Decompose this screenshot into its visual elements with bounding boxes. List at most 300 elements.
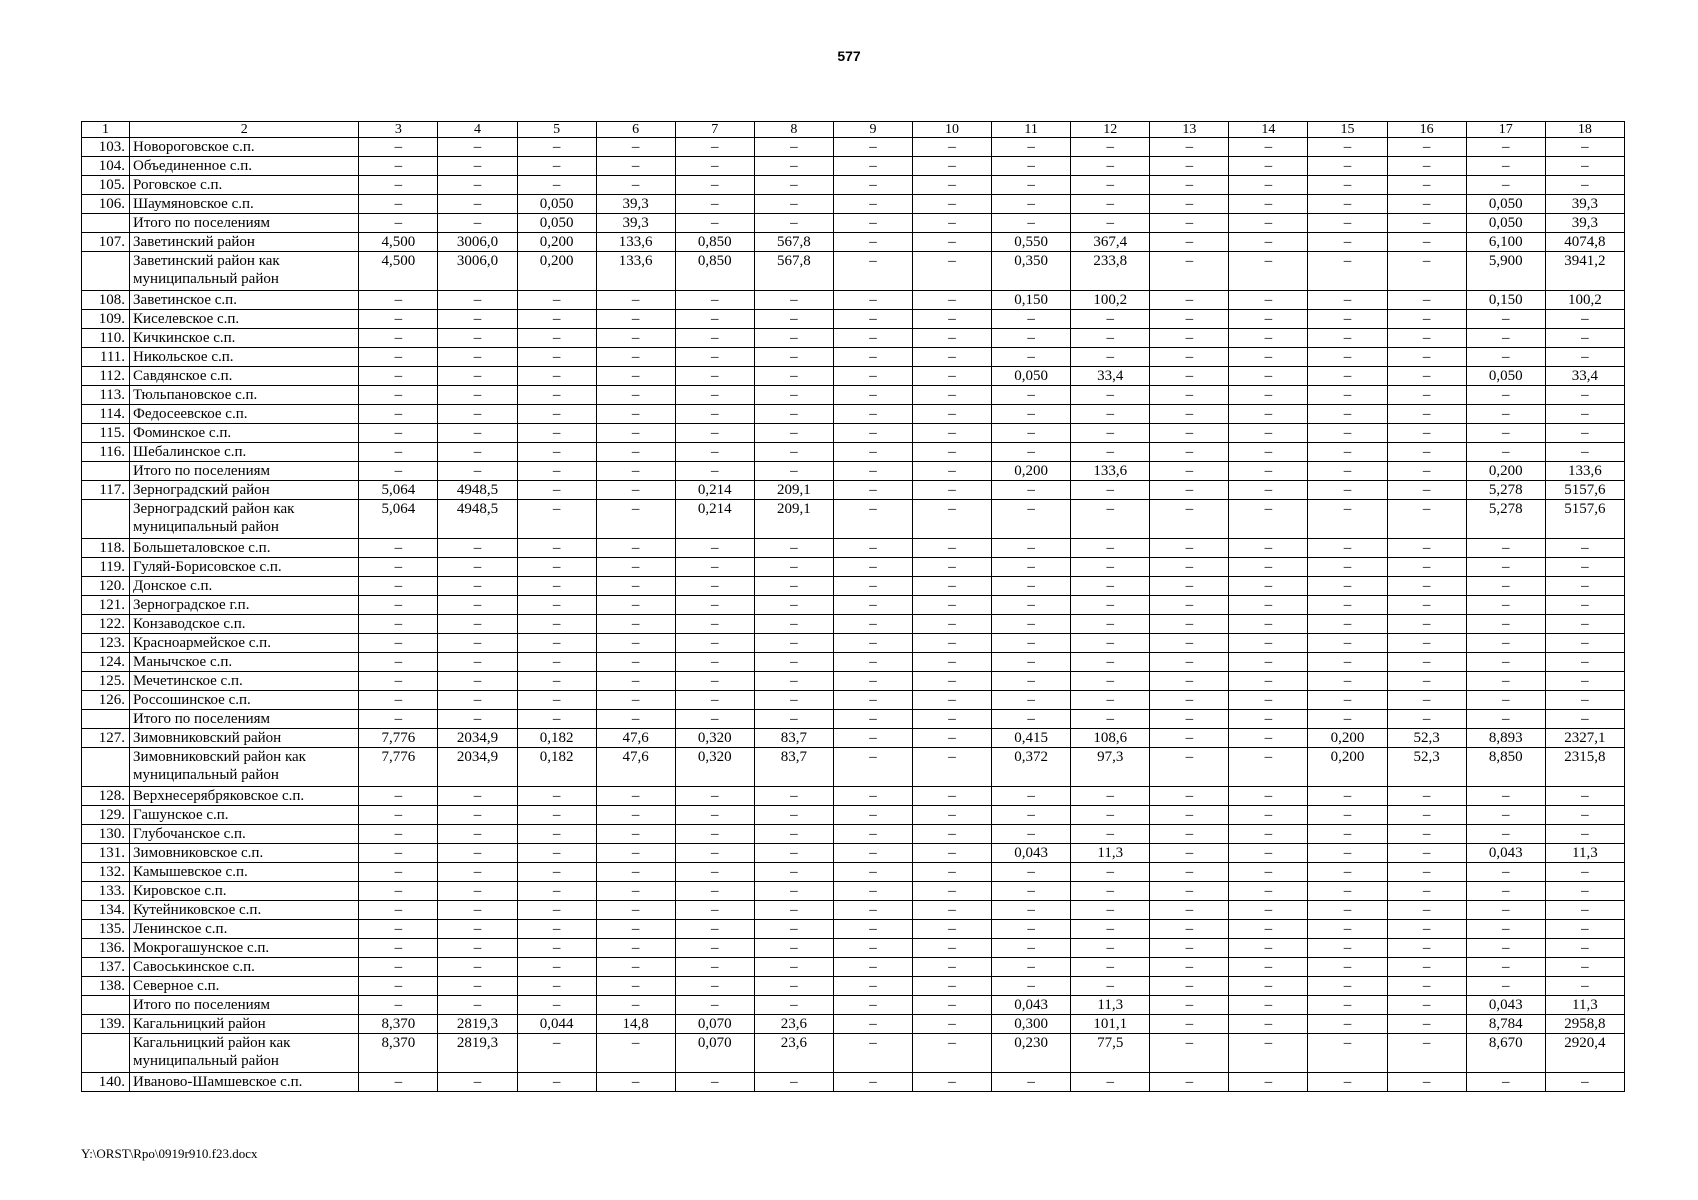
- value-cell: –: [1308, 481, 1387, 500]
- municipality-name: Большеталовское с.п.: [130, 539, 359, 558]
- value-cell: 101,1: [1071, 1015, 1150, 1034]
- value-cell: –: [517, 977, 596, 996]
- value-cell: –: [1308, 577, 1387, 596]
- value-cell: –: [438, 443, 517, 462]
- value-cell: –: [913, 958, 992, 977]
- value-cell: –: [833, 996, 912, 1015]
- value-cell: –: [833, 539, 912, 558]
- value-cell: –: [1229, 844, 1308, 863]
- value-cell: –: [596, 443, 675, 462]
- value-cell: –: [913, 367, 992, 386]
- value-cell: –: [1071, 500, 1150, 539]
- row-number: 138.: [82, 977, 130, 996]
- value-cell: 39,3: [596, 214, 675, 233]
- value-cell: –: [675, 558, 754, 577]
- value-cell: –: [833, 367, 912, 386]
- table-row: [82, 634, 1625, 653]
- value-cell: 2819,3: [438, 1034, 517, 1073]
- value-cell: –: [1308, 672, 1387, 691]
- row-number: [82, 462, 130, 481]
- municipality-name: Глубочанское с.п.: [130, 825, 359, 844]
- value-cell: –: [1071, 939, 1150, 958]
- table-row: [82, 844, 1625, 863]
- value-cell: –: [754, 291, 833, 310]
- value-cell: –: [1387, 558, 1466, 577]
- value-cell: –: [1150, 958, 1229, 977]
- value-cell: –: [1150, 825, 1229, 844]
- value-cell: –: [596, 348, 675, 367]
- value-cell: 5,064: [359, 500, 438, 539]
- table-row: [82, 939, 1625, 958]
- value-cell: –: [1387, 195, 1466, 214]
- municipality-name: Зимовниковское с.п.: [130, 844, 359, 863]
- value-cell: –: [992, 348, 1071, 367]
- value-cell: 83,7: [754, 748, 833, 787]
- value-cell: –: [675, 977, 754, 996]
- row-number: [82, 214, 130, 233]
- value-cell: –: [1071, 195, 1150, 214]
- value-cell: –: [1466, 710, 1545, 729]
- value-cell: –: [1308, 348, 1387, 367]
- municipality-name: Иваново-Шамшевское с.п.: [130, 1073, 359, 1092]
- value-cell: –: [517, 996, 596, 1015]
- value-cell: –: [1387, 996, 1466, 1015]
- value-cell: –: [913, 1034, 992, 1073]
- value-cell: –: [913, 977, 992, 996]
- value-cell: 52,3: [1387, 729, 1466, 748]
- value-cell: –: [517, 577, 596, 596]
- value-cell: 0,300: [992, 1015, 1071, 1034]
- value-cell: –: [438, 615, 517, 634]
- value-cell: –: [1150, 176, 1229, 195]
- row-number: 129.: [82, 806, 130, 825]
- value-cell: –: [675, 939, 754, 958]
- value-cell: –: [1150, 252, 1229, 291]
- municipality-name: Гуляй-Борисовское с.п.: [130, 558, 359, 577]
- value-cell: –: [1387, 233, 1466, 252]
- value-cell: 133,6: [1071, 462, 1150, 481]
- value-cell: –: [675, 367, 754, 386]
- value-cell: –: [1387, 1034, 1466, 1073]
- row-number: [82, 252, 130, 291]
- row-number: 106.: [82, 195, 130, 214]
- value-cell: –: [596, 1034, 675, 1073]
- value-cell: –: [1387, 653, 1466, 672]
- value-cell: –: [1071, 653, 1150, 672]
- value-cell: –: [1150, 195, 1229, 214]
- value-cell: –: [833, 500, 912, 539]
- value-cell: –: [359, 367, 438, 386]
- value-cell: –: [596, 310, 675, 329]
- value-cell: –: [596, 825, 675, 844]
- value-cell: –: [1545, 863, 1624, 882]
- value-cell: 3941,2: [1545, 252, 1624, 291]
- value-cell: –: [438, 787, 517, 806]
- value-cell: –: [1229, 310, 1308, 329]
- value-cell: –: [1466, 386, 1545, 405]
- value-cell: 0,050: [1466, 214, 1545, 233]
- value-cell: –: [1387, 1073, 1466, 1092]
- value-cell: –: [675, 176, 754, 195]
- municipality-name: Заветинский район как муниципальный район: [130, 252, 359, 291]
- value-cell: –: [1545, 386, 1624, 405]
- value-cell: –: [1071, 443, 1150, 462]
- value-cell: 0,200: [992, 462, 1071, 481]
- value-cell: –: [359, 653, 438, 672]
- value-cell: –: [754, 863, 833, 882]
- value-cell: –: [913, 252, 992, 291]
- value-cell: –: [1387, 901, 1466, 920]
- value-cell: 133,6: [596, 233, 675, 252]
- value-cell: –: [1229, 596, 1308, 615]
- value-cell: –: [517, 500, 596, 539]
- value-cell: –: [992, 558, 1071, 577]
- value-cell: –: [833, 424, 912, 443]
- value-cell: –: [913, 939, 992, 958]
- value-cell: –: [992, 1073, 1071, 1092]
- value-cell: –: [1229, 577, 1308, 596]
- value-cell: –: [596, 672, 675, 691]
- municipality-name: Итого по поселениям: [130, 214, 359, 233]
- row-number: 114.: [82, 405, 130, 424]
- value-cell: –: [359, 138, 438, 157]
- value-cell: –: [1308, 329, 1387, 348]
- value-cell: –: [1308, 710, 1387, 729]
- value-cell: –: [992, 310, 1071, 329]
- value-cell: –: [1071, 176, 1150, 195]
- value-cell: –: [359, 787, 438, 806]
- value-cell: –: [1071, 710, 1150, 729]
- value-cell: –: [1308, 996, 1387, 1015]
- table-row: [82, 252, 1625, 291]
- value-cell: –: [517, 424, 596, 443]
- value-cell: –: [517, 291, 596, 310]
- value-cell: –: [1229, 386, 1308, 405]
- value-cell: –: [359, 424, 438, 443]
- value-cell: –: [517, 481, 596, 500]
- table-row: [82, 176, 1625, 195]
- value-cell: –: [754, 1073, 833, 1092]
- value-cell: –: [833, 787, 912, 806]
- value-cell: –: [1387, 539, 1466, 558]
- table-row: [82, 1034, 1625, 1073]
- row-number: 135.: [82, 920, 130, 939]
- value-cell: –: [517, 329, 596, 348]
- municipality-name: Шаумяновское с.п.: [130, 195, 359, 214]
- value-cell: –: [1071, 882, 1150, 901]
- value-cell: –: [359, 825, 438, 844]
- value-cell: 209,1: [754, 481, 833, 500]
- value-cell: 0,372: [992, 748, 1071, 787]
- value-cell: –: [438, 634, 517, 653]
- value-cell: –: [438, 329, 517, 348]
- value-cell: –: [1545, 901, 1624, 920]
- table-row: [82, 615, 1625, 634]
- value-cell: –: [913, 901, 992, 920]
- value-cell: –: [359, 214, 438, 233]
- row-number: 124.: [82, 653, 130, 672]
- header-row: [82, 122, 1625, 138]
- municipality-name: Зерноградский район как муниципальный район: [130, 500, 359, 539]
- value-cell: –: [1229, 691, 1308, 710]
- value-cell: 0,150: [992, 291, 1071, 310]
- municipality-name: Шебалинское с.п.: [130, 443, 359, 462]
- value-cell: –: [1308, 977, 1387, 996]
- value-cell: 47,6: [596, 729, 675, 748]
- table-row: [82, 500, 1625, 539]
- value-cell: –: [596, 806, 675, 825]
- value-cell: –: [596, 291, 675, 310]
- value-cell: 5157,6: [1545, 481, 1624, 500]
- value-cell: –: [1229, 806, 1308, 825]
- value-cell: –: [833, 615, 912, 634]
- value-cell: –: [992, 329, 1071, 348]
- value-cell: –: [913, 634, 992, 653]
- value-cell: –: [1150, 291, 1229, 310]
- value-cell: –: [1071, 691, 1150, 710]
- column-number-header: 10: [913, 122, 992, 138]
- value-cell: –: [1545, 710, 1624, 729]
- value-cell: –: [1150, 443, 1229, 462]
- value-cell: –: [1229, 462, 1308, 481]
- row-number: 107.: [82, 233, 130, 252]
- value-cell: –: [833, 882, 912, 901]
- value-cell: –: [1308, 157, 1387, 176]
- value-cell: –: [992, 825, 1071, 844]
- value-cell: –: [438, 348, 517, 367]
- table-row: [82, 367, 1625, 386]
- value-cell: –: [913, 844, 992, 863]
- value-cell: 209,1: [754, 500, 833, 539]
- value-cell: –: [596, 558, 675, 577]
- value-cell: –: [1229, 157, 1308, 176]
- value-cell: –: [438, 405, 517, 424]
- row-number: 111.: [82, 348, 130, 367]
- value-cell: –: [517, 310, 596, 329]
- value-cell: –: [596, 634, 675, 653]
- value-cell: –: [1229, 1015, 1308, 1034]
- value-cell: –: [1071, 481, 1150, 500]
- value-cell: –: [1229, 882, 1308, 901]
- value-cell: –: [1308, 882, 1387, 901]
- value-cell: –: [1229, 615, 1308, 634]
- row-number: 122.: [82, 615, 130, 634]
- value-cell: 8,670: [1466, 1034, 1545, 1073]
- value-cell: –: [1308, 1073, 1387, 1092]
- value-cell: –: [1545, 596, 1624, 615]
- row-number: 125.: [82, 672, 130, 691]
- value-cell: –: [1229, 348, 1308, 367]
- value-cell: –: [675, 634, 754, 653]
- value-cell: –: [754, 958, 833, 977]
- value-cell: –: [1150, 405, 1229, 424]
- value-cell: 0,070: [675, 1015, 754, 1034]
- value-cell: –: [1071, 920, 1150, 939]
- value-cell: 11,3: [1545, 996, 1624, 1015]
- value-cell: –: [675, 825, 754, 844]
- value-cell: –: [596, 710, 675, 729]
- value-cell: –: [675, 615, 754, 634]
- value-cell: –: [1387, 596, 1466, 615]
- value-cell: 83,7: [754, 729, 833, 748]
- value-cell: –: [675, 1073, 754, 1092]
- table-row: [82, 386, 1625, 405]
- value-cell: –: [1545, 1073, 1624, 1092]
- value-cell: –: [1387, 710, 1466, 729]
- value-cell: –: [438, 691, 517, 710]
- value-cell: –: [913, 214, 992, 233]
- municipality-name: Кагальницкий район: [130, 1015, 359, 1034]
- value-cell: –: [1308, 844, 1387, 863]
- value-cell: –: [992, 901, 1071, 920]
- value-cell: –: [517, 710, 596, 729]
- municipality-name: Итого по поселениям: [130, 462, 359, 481]
- value-cell: –: [913, 1015, 992, 1034]
- value-cell: –: [359, 691, 438, 710]
- value-cell: –: [1071, 596, 1150, 615]
- value-cell: –: [1229, 539, 1308, 558]
- value-cell: –: [1387, 787, 1466, 806]
- value-cell: –: [754, 939, 833, 958]
- value-cell: –: [754, 901, 833, 920]
- row-number: 115.: [82, 424, 130, 443]
- municipality-name: Фоминское с.п.: [130, 424, 359, 443]
- value-cell: –: [913, 996, 992, 1015]
- row-number: 127.: [82, 729, 130, 748]
- row-number: 108.: [82, 291, 130, 310]
- value-cell: –: [913, 405, 992, 424]
- value-cell: –: [913, 882, 992, 901]
- value-cell: –: [1466, 329, 1545, 348]
- value-cell: –: [833, 481, 912, 500]
- table-row: [82, 348, 1625, 367]
- value-cell: –: [675, 386, 754, 405]
- table-row: [82, 977, 1625, 996]
- value-cell: –: [1545, 558, 1624, 577]
- value-cell: –: [596, 615, 675, 634]
- value-cell: 0,050: [517, 214, 596, 233]
- value-cell: –: [833, 233, 912, 252]
- value-cell: 0,850: [675, 233, 754, 252]
- value-cell: –: [1545, 329, 1624, 348]
- value-cell: –: [517, 539, 596, 558]
- value-cell: –: [833, 806, 912, 825]
- value-cell: –: [1150, 996, 1229, 1015]
- value-cell: –: [1466, 558, 1545, 577]
- value-cell: –: [1466, 787, 1545, 806]
- municipality-name: Тюльпановское с.п.: [130, 386, 359, 405]
- table-row: [82, 157, 1625, 176]
- value-cell: –: [913, 729, 992, 748]
- value-cell: –: [1150, 748, 1229, 787]
- value-cell: –: [517, 634, 596, 653]
- value-cell: –: [1466, 577, 1545, 596]
- municipality-name: Зерноградское г.п.: [130, 596, 359, 615]
- value-cell: –: [438, 386, 517, 405]
- value-cell: 0,415: [992, 729, 1071, 748]
- value-cell: –: [1545, 615, 1624, 634]
- value-cell: 133,6: [596, 252, 675, 291]
- value-cell: 52,3: [1387, 748, 1466, 787]
- value-cell: –: [1308, 539, 1387, 558]
- value-cell: –: [754, 634, 833, 653]
- table-row: [82, 691, 1625, 710]
- value-cell: –: [1071, 539, 1150, 558]
- value-cell: –: [1071, 806, 1150, 825]
- value-cell: –: [438, 920, 517, 939]
- value-cell: –: [992, 539, 1071, 558]
- value-cell: –: [1466, 672, 1545, 691]
- value-cell: –: [517, 443, 596, 462]
- value-cell: –: [992, 596, 1071, 615]
- value-cell: 567,8: [754, 233, 833, 252]
- value-cell: –: [1387, 939, 1466, 958]
- row-number: 105.: [82, 176, 130, 195]
- value-cell: –: [1545, 348, 1624, 367]
- value-cell: –: [1150, 882, 1229, 901]
- value-cell: 11,3: [1071, 996, 1150, 1015]
- value-cell: –: [913, 233, 992, 252]
- column-number-header: 4: [438, 122, 517, 138]
- column-number-header: 3: [359, 122, 438, 138]
- value-cell: –: [913, 424, 992, 443]
- value-cell: –: [1466, 1073, 1545, 1092]
- value-cell: –: [913, 1073, 992, 1092]
- row-number: 130.: [82, 825, 130, 844]
- value-cell: –: [675, 138, 754, 157]
- value-cell: 2819,3: [438, 1015, 517, 1034]
- value-cell: –: [1071, 405, 1150, 424]
- column-number-header: 12: [1071, 122, 1150, 138]
- value-cell: –: [992, 443, 1071, 462]
- value-cell: –: [1308, 901, 1387, 920]
- value-cell: –: [438, 577, 517, 596]
- value-cell: –: [833, 1073, 912, 1092]
- value-cell: –: [675, 882, 754, 901]
- row-number: 119.: [82, 558, 130, 577]
- value-cell: 4074,8: [1545, 233, 1624, 252]
- value-cell: –: [1466, 424, 1545, 443]
- value-cell: –: [596, 462, 675, 481]
- value-cell: 0,044: [517, 1015, 596, 1034]
- value-cell: –: [596, 977, 675, 996]
- value-cell: 11,3: [1071, 844, 1150, 863]
- value-cell: –: [1308, 291, 1387, 310]
- column-number-header: 6: [596, 122, 675, 138]
- value-cell: –: [1308, 863, 1387, 882]
- value-cell: –: [1071, 1073, 1150, 1092]
- value-cell: –: [596, 1073, 675, 1092]
- value-cell: –: [1229, 710, 1308, 729]
- value-cell: –: [1150, 634, 1229, 653]
- value-cell: –: [1308, 787, 1387, 806]
- value-cell: –: [1150, 1015, 1229, 1034]
- value-cell: –: [438, 863, 517, 882]
- municipality-name: Зерноградский район: [130, 481, 359, 500]
- value-cell: –: [1071, 634, 1150, 653]
- value-cell: –: [1387, 310, 1466, 329]
- value-cell: –: [596, 424, 675, 443]
- value-cell: –: [517, 1034, 596, 1073]
- column-number-header: 7: [675, 122, 754, 138]
- value-cell: –: [913, 672, 992, 691]
- value-cell: –: [992, 176, 1071, 195]
- value-cell: –: [913, 157, 992, 176]
- value-cell: –: [438, 958, 517, 977]
- value-cell: –: [1387, 176, 1466, 195]
- value-cell: –: [438, 996, 517, 1015]
- value-cell: 2034,9: [438, 729, 517, 748]
